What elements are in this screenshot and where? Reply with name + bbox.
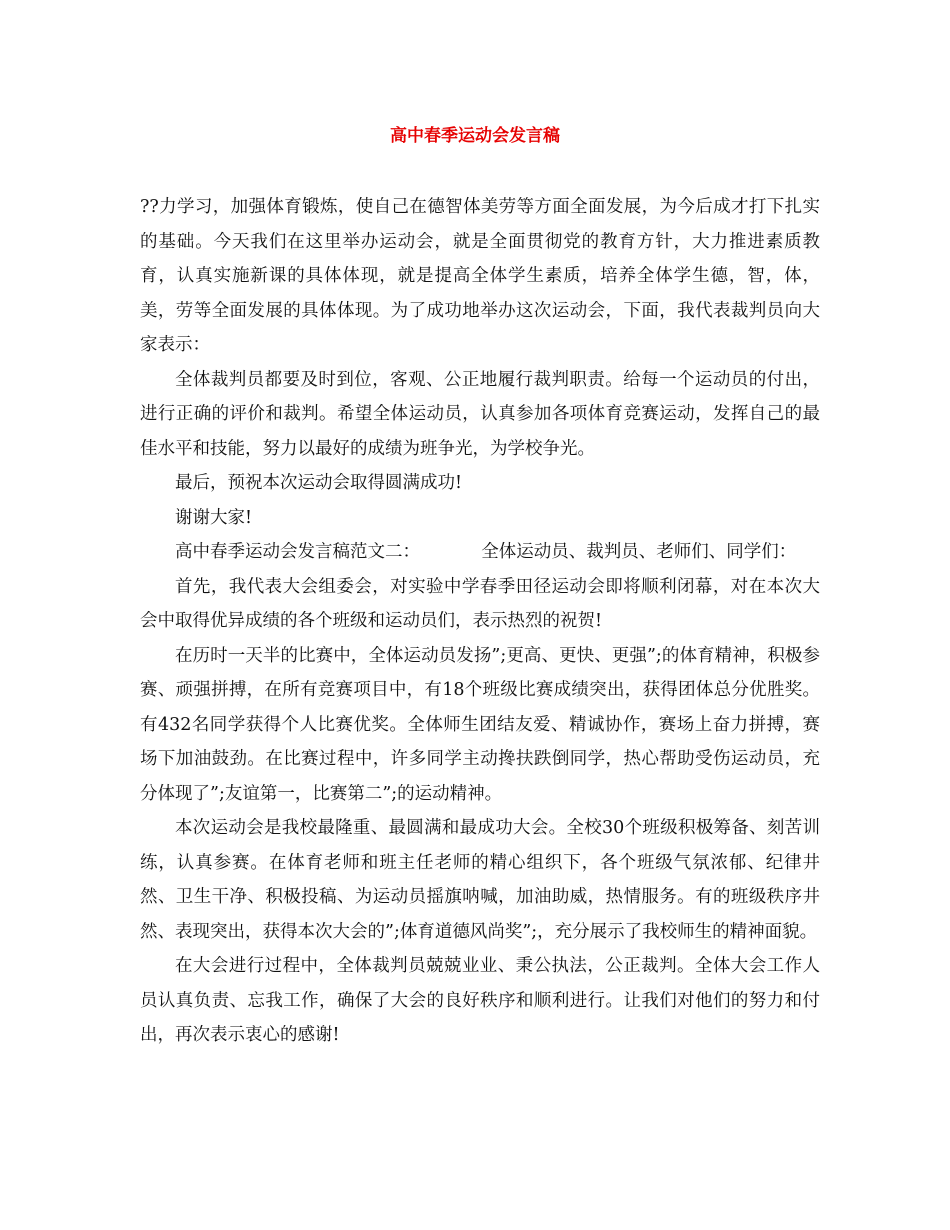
paragraph-9: 在大会进行过程中，全体裁判员兢兢业业、秉公执法，公正裁判。全体大会工作人员认真负责、忘我工作，确保了大会的良好秩序和顺利进行。让我们对他们的努力和付出，再次表示衷心的感谢! — [140, 956, 820, 1045]
paragraph-2: 全体裁判员都要及时到位，客观、公正地履行裁判职责。给每一个运动员的付出，进行正确的评价和裁判。希望全体运动员，认真参加各项体育竞赛运动，发挥自己的最佳水平和技能，努力以最好的成绩为班争光，为学校争光。 — [140, 369, 820, 459]
document-title: 高中春季运动会发言稿 — [390, 126, 560, 146]
paragraph-5: 高中春季运动会发言稿范文二： 全体运动员、裁判员、老师们、同学们： — [175, 542, 797, 562]
paragraph-4: 谢谢大家! — [175, 507, 253, 528]
paragraph-1: ??力学习，加强体育锻炼，使自己在德智体美劳等方面全面发展，为今后成才打下扎实的基础。今天我们在这里举办运动会，就是全面贯彻党的教育方针，大力推进素质教育，认真实施新课的具体体现，就是提高全体学生素质，培养全体学生德，智，体，美，劳等全面发展的具体体现。为了成功地举办这次运动会，下面，我代表裁判员向大家表示： — [140, 197, 820, 355]
paragraph-7: 在历时一天半的比赛中，全体运动员发扬”;更高、更快、更强”;的体育精神，积极参赛、顽强拼搏，在所有竞赛项目中，有18个班级比赛成绩突出，获得团体总分优胜奖。有432名同学获得个人比赛优奖。全体师生团结友爱、精诚协作，赛场上奋力拼搏，赛场下加油鼓劲。在比赛过程中，许多同学主动搀扶跌倒同学，热心帮助受伤运动员，充分体现了”;友谊第一，比赛第二”;的运动精神。 — [140, 645, 820, 804]
paragraph-8: 本次运动会是我校最隆重、最圆满和最成功大会。全校30个班级积极筹备、刻苦训练，认真参赛。在体育老师和班主任老师的精心组织下，各个班级气氛浓郁、纪律井然、卫生干净、积极投稿、为运动员摇旗呐喊，加油助威，热情服务。有的班级秩序井然、表现突出，获得本次大会的”;体育道德风尚奖”;，充分展示了我校师生的精神面貌。 — [140, 818, 820, 942]
document-body — [140, 190, 820, 1053]
paragraph-3: 最后，预祝本次运动会取得圆满成功! — [175, 473, 463, 493]
paragraph-6: 首先，我代表大会组委会，对实验中学春季田径运动会即将顺利闭幕，对在本次大会中取得优异成绩的各个班级和运动员们，表示热烈的祝贺! — [140, 576, 820, 631]
